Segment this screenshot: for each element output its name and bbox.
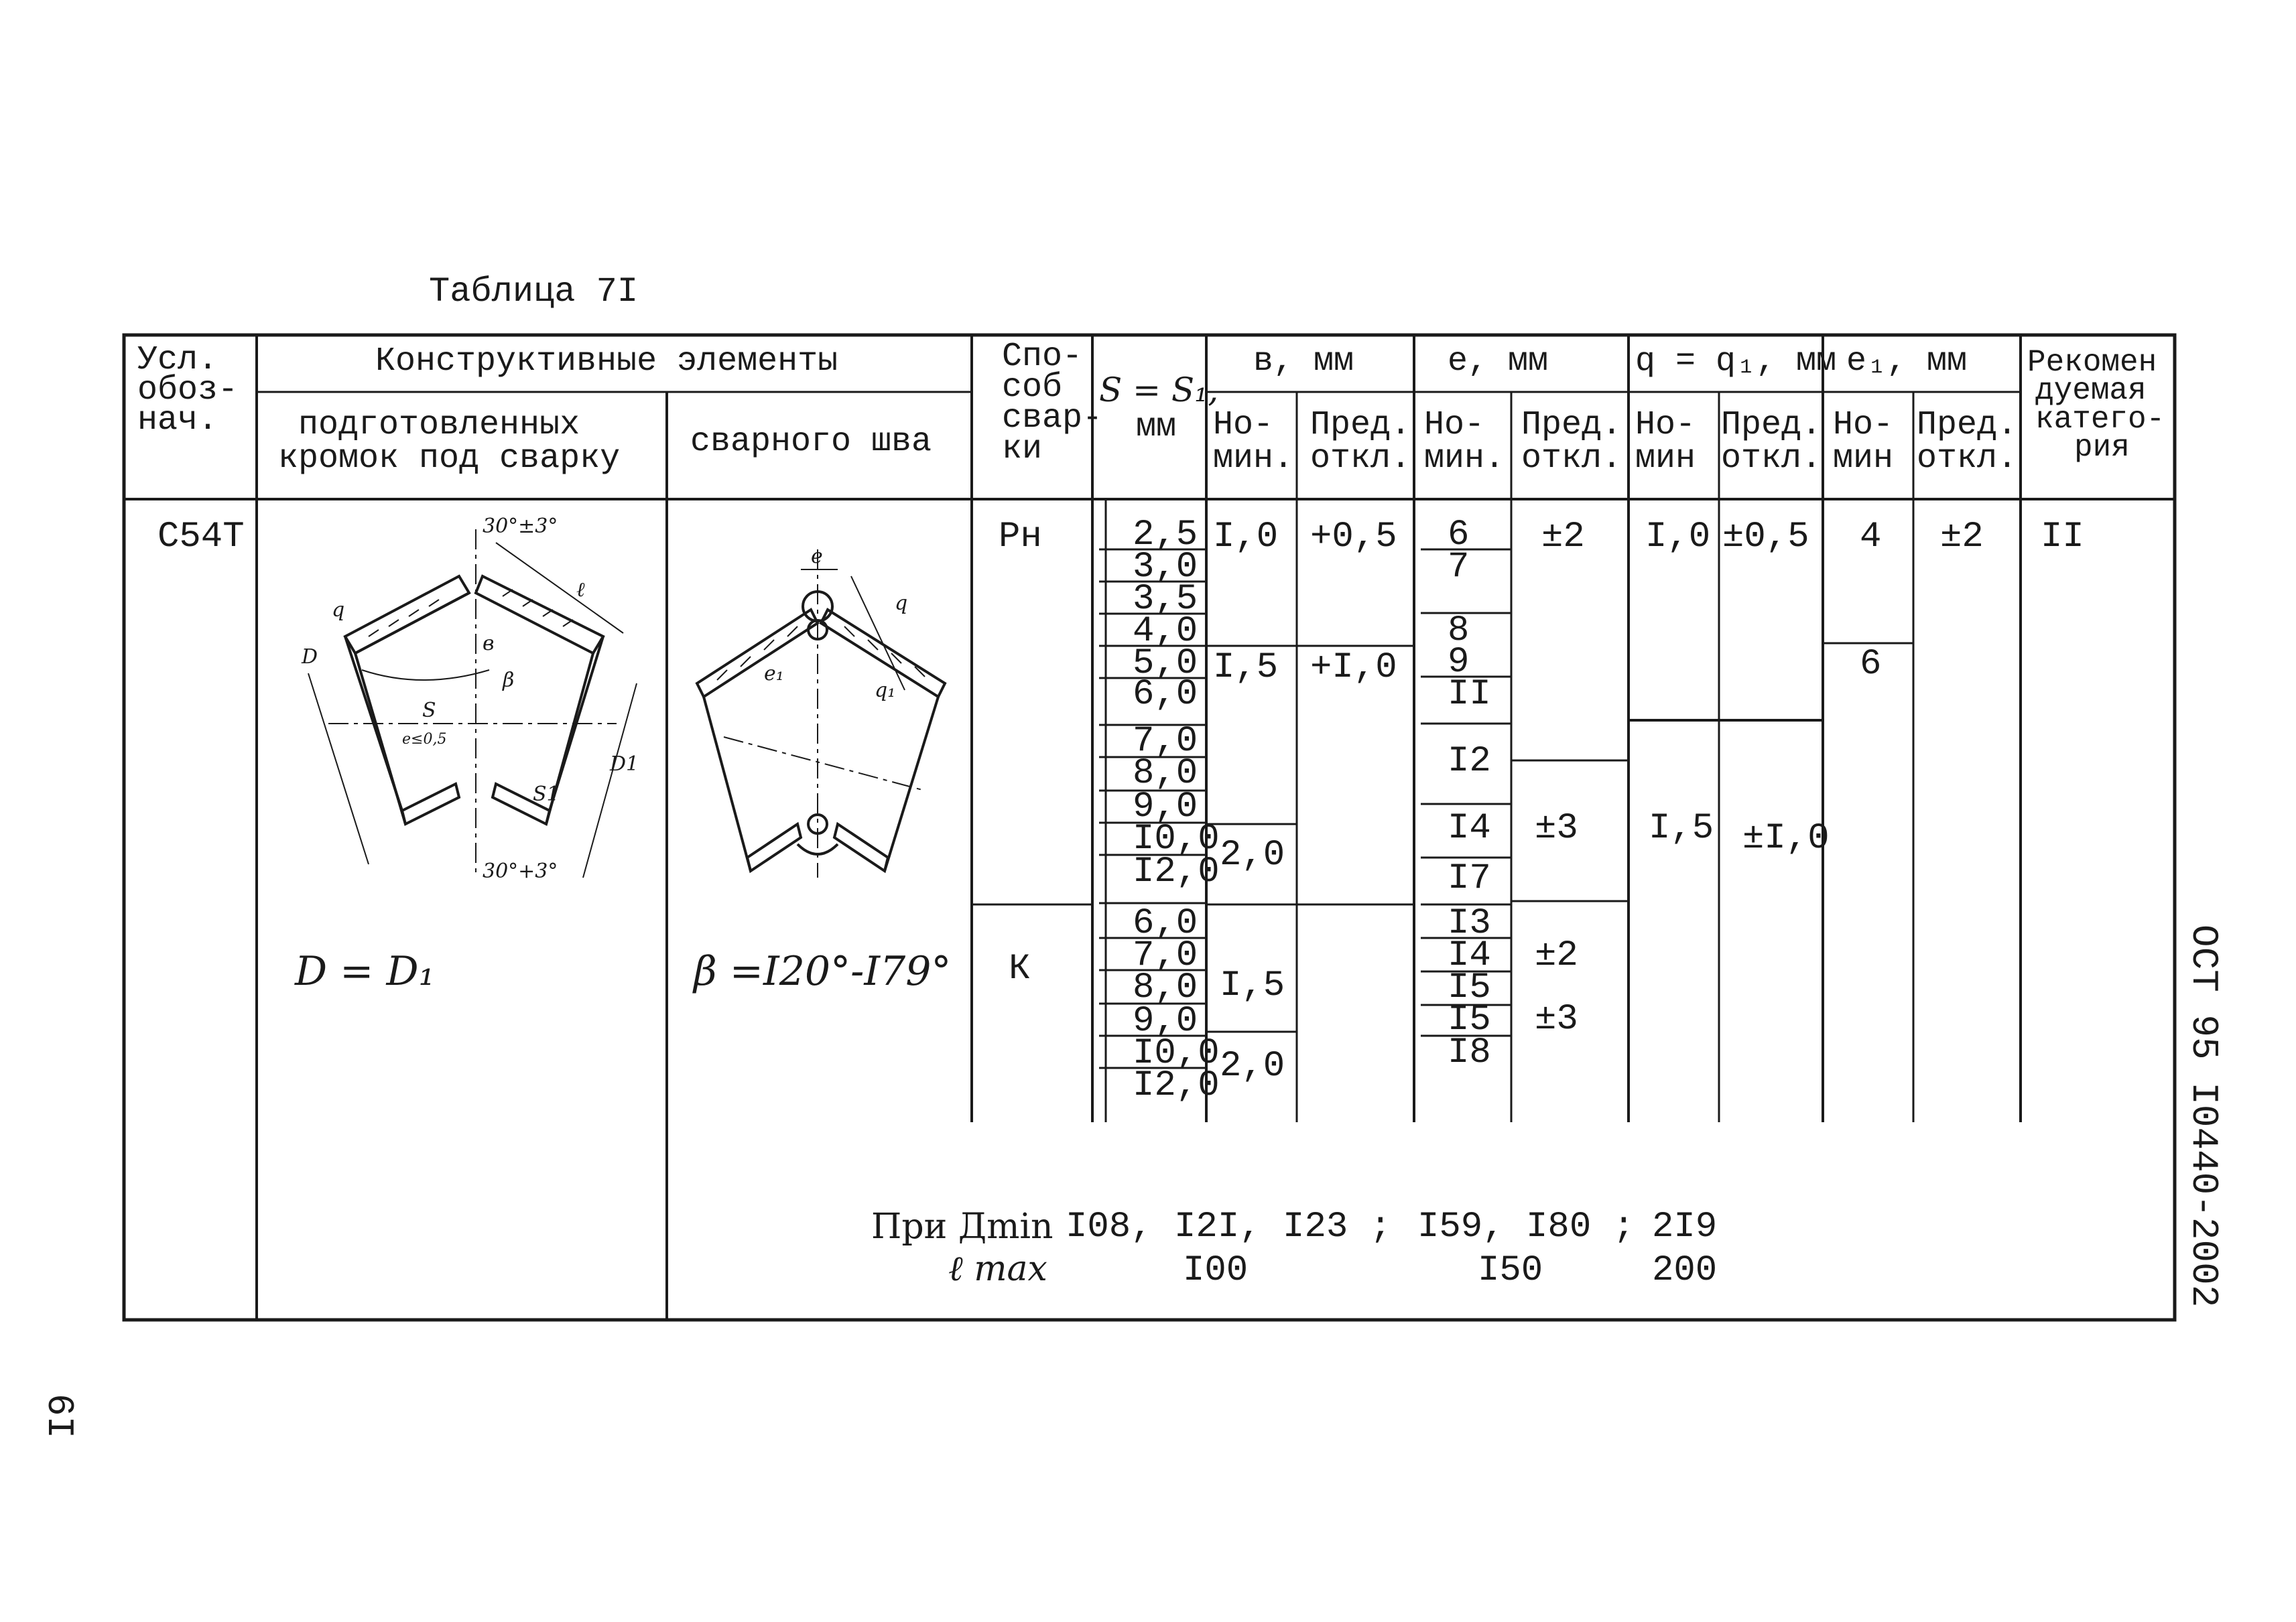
table-title: Таблица 7I bbox=[429, 272, 639, 312]
b-nom-3: 2,0 bbox=[1220, 835, 1285, 876]
footer-dmin-2: I59, I80 ; bbox=[1417, 1207, 1635, 1247]
prep-label-s1: S1 bbox=[533, 783, 560, 806]
method-rn: Рн bbox=[999, 517, 1042, 557]
header-weld: сварного шва bbox=[690, 423, 932, 461]
e-nom-value: I5 bbox=[1448, 1000, 1491, 1040]
thickness-value: 9,0 bbox=[1133, 787, 1198, 827]
thickness-value: 9,0 bbox=[1133, 1001, 1198, 1042]
q-nom-2: I,5 bbox=[1649, 808, 1714, 849]
weld-label-e1: е₁ bbox=[764, 662, 784, 685]
thickness-value: 5,0 bbox=[1133, 643, 1198, 684]
standard-code: ОСТ 95 I0440-2002 bbox=[2182, 925, 2225, 1308]
weld-seam-drawing bbox=[684, 536, 965, 884]
header-category: Рекомен дуемая катего- рия bbox=[2027, 345, 2165, 465]
prepared-edges-drawing bbox=[281, 516, 657, 891]
e-dev-3: ±2 bbox=[1535, 935, 1578, 976]
b-nom-4: I,5 bbox=[1220, 965, 1285, 1006]
footer-dmin-1: I08, I2I, I23 ; bbox=[1066, 1207, 1392, 1247]
thickness-value: 6,0 bbox=[1133, 674, 1198, 715]
prep-label-d1: D1 bbox=[610, 752, 639, 776]
formula-beta: β =I20°-I79° bbox=[694, 948, 952, 995]
q-dev-1: ±0,5 bbox=[1722, 517, 1809, 557]
weld-label-e: е bbox=[811, 545, 823, 568]
thickness-value: I0,0 bbox=[1133, 819, 1220, 860]
prep-label-angle-bottom: 30°+3° bbox=[483, 860, 558, 883]
header-b: в, мм bbox=[1253, 342, 1354, 381]
b-nom-2: I,5 bbox=[1213, 647, 1279, 688]
e-nom-value: 7 bbox=[1448, 547, 1470, 588]
footer-label-lmax: ℓ max bbox=[948, 1249, 1047, 1289]
thickness-value: 3,5 bbox=[1133, 579, 1198, 620]
weld-label-q1: q₁ bbox=[875, 679, 896, 702]
header-method: Спо- соб свар- ки bbox=[1002, 338, 1103, 468]
e-dev-2: ±3 bbox=[1535, 808, 1578, 849]
e-nom-value: I2 bbox=[1448, 741, 1491, 782]
formula-d: D = D₁ bbox=[295, 948, 435, 995]
e-nom-value: I5 bbox=[1448, 967, 1491, 1008]
header-b-nom: Но- мин. bbox=[1213, 406, 1294, 478]
header-e-nom: Но- мин. bbox=[1424, 406, 1505, 478]
thickness-value: 7,0 bbox=[1133, 721, 1198, 762]
e1-nom-2: 6 bbox=[1860, 644, 1882, 685]
thickness-value: 7,0 bbox=[1133, 935, 1198, 976]
footer-lmax-2: I50 bbox=[1478, 1250, 1543, 1291]
prep-label-d: D bbox=[302, 645, 318, 669]
e-nom-value: 6 bbox=[1448, 515, 1470, 555]
thickness-value: 6,0 bbox=[1133, 903, 1198, 944]
header-b-dev: Пред. откл. bbox=[1310, 406, 1411, 478]
header-e: е, мм bbox=[1448, 342, 1549, 381]
e-nom-value: 9 bbox=[1448, 642, 1470, 683]
thickness-value: 8,0 bbox=[1133, 753, 1198, 794]
header-thickness: S = S₁, мм bbox=[1099, 370, 1219, 446]
thickness-value: 4,0 bbox=[1133, 611, 1198, 652]
footer-lmax-1: I00 bbox=[1183, 1250, 1249, 1291]
designation-cell: С54Т bbox=[157, 517, 245, 557]
footer-lmax-3: 200 bbox=[1652, 1250, 1718, 1291]
prep-label-l: ℓ bbox=[576, 578, 585, 602]
prep-label-gap: е≤0,5 bbox=[402, 731, 447, 748]
header-e1-dev: Пред. откл. bbox=[1917, 406, 2018, 478]
b-dev-2: +I,0 bbox=[1310, 647, 1397, 688]
header-e-dev: Пред. откл. bbox=[1521, 406, 1622, 478]
e1-nom-1: 4 bbox=[1860, 517, 1882, 557]
weld-label-q: q bbox=[895, 592, 908, 615]
category-cell: II bbox=[2041, 517, 2084, 557]
header-q-nom: Но- мин bbox=[1635, 406, 1696, 478]
header-q-dev: Пред. откл. bbox=[1721, 406, 1822, 478]
b-nom-5: 2,0 bbox=[1220, 1046, 1285, 1087]
page-number: 6I bbox=[38, 1394, 80, 1439]
e1-dev-1: ±2 bbox=[1940, 517, 1984, 557]
thickness-value: I2,0 bbox=[1133, 852, 1220, 892]
b-dev-1: +0,5 bbox=[1310, 517, 1397, 557]
q-nom-1: I,0 bbox=[1645, 517, 1711, 557]
header-designation: Усл. обоз- нач. bbox=[137, 341, 239, 440]
e-nom-value: 8 bbox=[1448, 610, 1470, 651]
thickness-value: 3,0 bbox=[1133, 547, 1198, 588]
e-nom-value: II bbox=[1448, 674, 1491, 715]
e-nom-value: I8 bbox=[1448, 1032, 1491, 1073]
e-nom-value: I3 bbox=[1448, 903, 1491, 944]
header-q: q = q₁, мм bbox=[1635, 342, 1837, 381]
e-dev-1: ±2 bbox=[1541, 517, 1585, 557]
thickness-value: 2,5 bbox=[1133, 515, 1198, 555]
e-dev-4: ±3 bbox=[1535, 999, 1578, 1040]
prep-label-q: q bbox=[332, 598, 345, 622]
prep-label-beta: β bbox=[503, 669, 515, 692]
thickness-value: I2,0 bbox=[1133, 1065, 1220, 1106]
e-nom-value: I4 bbox=[1448, 935, 1491, 976]
thickness-value: I0,0 bbox=[1133, 1033, 1220, 1074]
prep-label-b: в bbox=[483, 632, 495, 655]
header-constructive: Конструктивные элементы bbox=[375, 342, 838, 381]
q-dev-2: ±I,0 bbox=[1742, 818, 1830, 859]
prep-label-s: S bbox=[422, 699, 436, 722]
header-e1: е₁, мм bbox=[1846, 342, 1968, 381]
e-nom-value: I7 bbox=[1448, 858, 1491, 899]
header-prepared-edges: подготовленных кромок под сварку bbox=[278, 406, 621, 478]
thickness-value: 8,0 bbox=[1133, 967, 1198, 1008]
method-k: К bbox=[1009, 949, 1031, 990]
footer-dmin-3: 2I9 bbox=[1652, 1207, 1718, 1247]
e-nom-value: I4 bbox=[1448, 808, 1491, 849]
prep-label-angle-top: 30°±3° bbox=[483, 516, 558, 538]
header-e1-nom: Но- мин bbox=[1833, 406, 1894, 478]
b-nom-1: I,0 bbox=[1213, 517, 1279, 557]
footer-label-dmin: При Дmin bbox=[871, 1207, 1054, 1247]
